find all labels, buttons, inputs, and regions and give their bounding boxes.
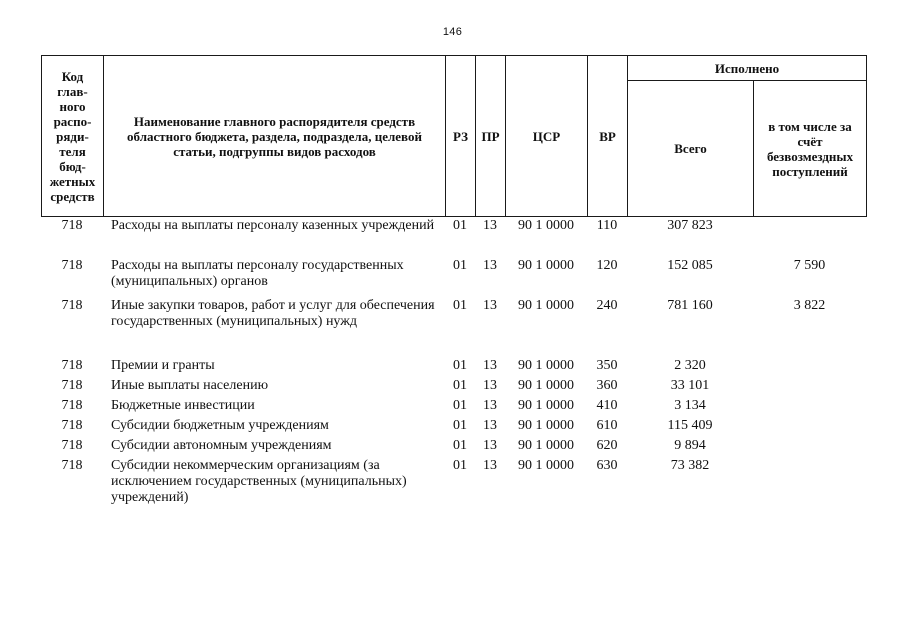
cell-total: 781 160 xyxy=(667,298,713,313)
cell-rz: 01 xyxy=(453,458,467,473)
table-header xyxy=(41,55,867,217)
cell-name: Субсидии бюджетным учреждениям xyxy=(111,418,329,433)
cell-code: 718 xyxy=(61,378,83,393)
cell-total: 307 823 xyxy=(667,218,713,233)
cell-name: Иные закупки товаров, работ и услуг для обеспечения государственных (муниципальных) нужд xyxy=(111,298,435,329)
header-gratuitous: в том числе за счёт безвозмездных поступлений xyxy=(754,81,867,217)
cell-csr: 90 1 0000 xyxy=(518,218,574,233)
header-rz: РЗ xyxy=(446,56,476,217)
cell-vr: 410 xyxy=(596,398,618,413)
cell-csr: 90 1 0000 xyxy=(518,258,574,273)
cell-csr: 90 1 0000 xyxy=(518,358,574,373)
cell-pr: 13 xyxy=(483,418,497,433)
cell-code: 718 xyxy=(61,438,83,453)
cell-rz: 01 xyxy=(453,418,467,433)
cell-vr: 350 xyxy=(596,358,618,373)
cell-total: 115 409 xyxy=(667,418,713,433)
cell-code: 718 xyxy=(61,218,83,233)
cell-csr: 90 1 0000 xyxy=(518,378,574,393)
cell-code: 718 xyxy=(61,298,83,313)
cell-total: 33 101 xyxy=(670,378,710,393)
cell-pr: 13 xyxy=(483,398,497,413)
cell-csr: 90 1 0000 xyxy=(518,438,574,453)
cell-pr: 13 xyxy=(483,458,497,473)
cell-pr: 13 xyxy=(483,218,497,233)
cell-pr: 13 xyxy=(483,438,497,453)
cell-csr: 90 1 0000 xyxy=(518,398,574,413)
cell-code: 718 xyxy=(61,458,83,473)
cell-gratuitous: 7 590 xyxy=(793,258,826,273)
header-name: Наименование главного распорядителя средств областного бюджета, раздела, подраздела, целевой статьи, подгруппы видов расходов xyxy=(104,56,446,217)
cell-rz: 01 xyxy=(453,218,467,233)
cell-csr: 90 1 0000 xyxy=(518,418,574,433)
page-number: 146 xyxy=(442,26,463,38)
cell-vr: 630 xyxy=(596,458,618,473)
cell-vr: 360 xyxy=(596,378,618,393)
cell-total: 73 382 xyxy=(670,458,710,473)
header-pr: ПР xyxy=(476,56,506,217)
cell-rz: 01 xyxy=(453,298,467,313)
cell-name: Субсидии автономным учреждениям xyxy=(111,438,332,453)
cell-name: Субсидии некоммерческим организациям (за исключением государственных (муниципальных) учреждений) xyxy=(111,458,407,505)
cell-pr: 13 xyxy=(483,378,497,393)
cell-total: 2 320 xyxy=(674,358,706,373)
cell-rz: 01 xyxy=(453,398,467,413)
header-code: Код глав- ного распо- ряди- теля бюд- жетных средств xyxy=(42,56,104,217)
header-vr: ВР xyxy=(588,56,628,217)
cell-code: 718 xyxy=(61,418,83,433)
cell-rz: 01 xyxy=(453,258,467,273)
cell-rz: 01 xyxy=(453,358,467,373)
cell-pr: 13 xyxy=(483,358,497,373)
cell-rz: 01 xyxy=(453,378,467,393)
cell-code: 718 xyxy=(61,258,83,273)
cell-total: 9 894 xyxy=(674,438,706,453)
cell-name: Иные выплаты населению xyxy=(111,378,269,393)
cell-name: Расходы на выплаты персоналу государственных (муниципальных) органов xyxy=(111,258,404,289)
cell-code: 718 xyxy=(61,398,83,413)
cell-vr: 620 xyxy=(596,438,618,453)
cell-pr: 13 xyxy=(483,258,497,273)
cell-csr: 90 1 0000 xyxy=(518,458,574,473)
cell-vr: 120 xyxy=(596,258,618,273)
cell-gratuitous: 3 822 xyxy=(793,298,826,313)
cell-total: 3 134 xyxy=(674,398,706,413)
header-csr: ЦСР xyxy=(506,56,588,217)
cell-rz: 01 xyxy=(453,438,467,453)
cell-name: Расходы на выплаты персоналу казенных учреждений xyxy=(111,218,435,233)
header-executed: Исполнено xyxy=(628,56,867,81)
cell-vr: 110 xyxy=(596,218,618,233)
cell-name: Премии и гранты xyxy=(111,358,215,373)
cell-csr: 90 1 0000 xyxy=(518,298,574,313)
cell-total: 152 085 xyxy=(667,258,713,273)
cell-name: Бюджетные инвестиции xyxy=(111,398,255,413)
cell-code: 718 xyxy=(61,358,83,373)
cell-vr: 610 xyxy=(596,418,618,433)
cell-vr: 240 xyxy=(596,298,618,313)
cell-pr: 13 xyxy=(483,298,497,313)
header-total: Всего xyxy=(628,81,754,217)
